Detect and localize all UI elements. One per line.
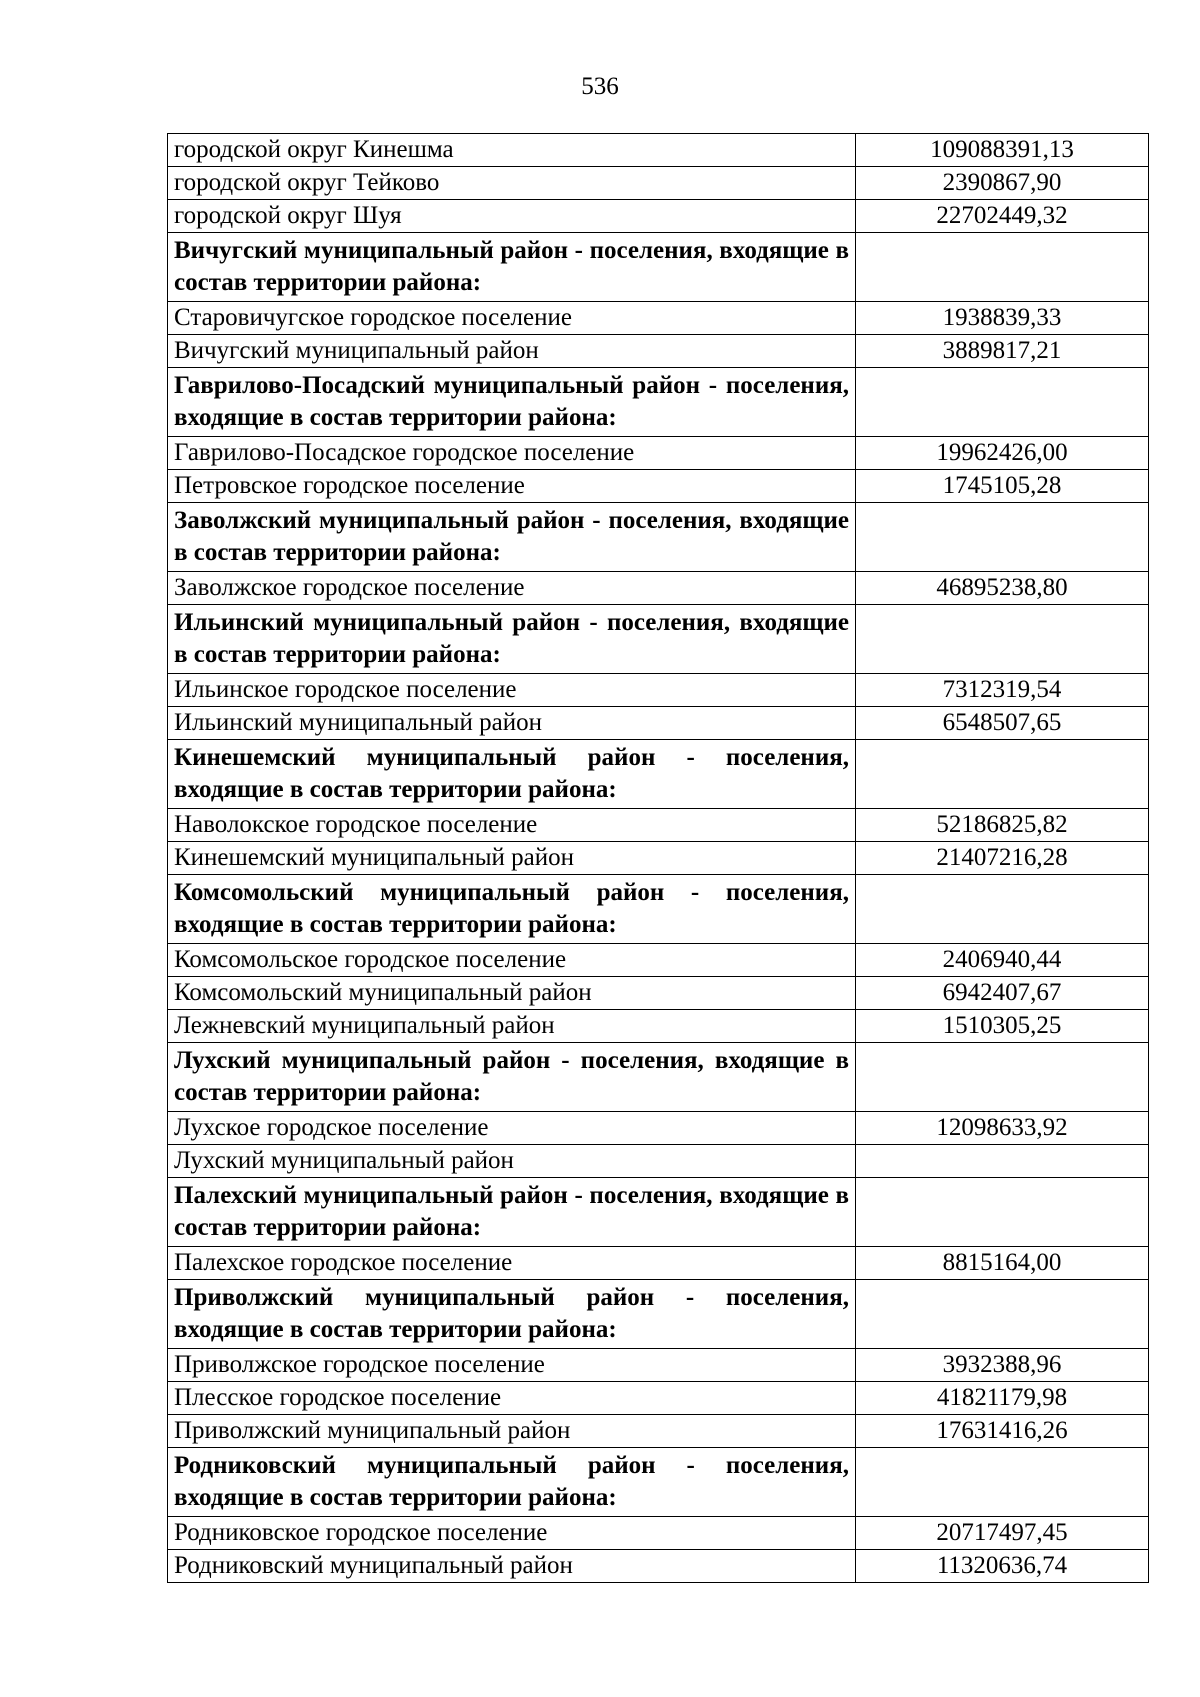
amount-cell [856, 605, 1149, 674]
amount-cell [856, 233, 1149, 302]
table-row [168, 1382, 1149, 1415]
amount-cell [856, 740, 1149, 809]
table-row [168, 809, 1149, 842]
table-row [168, 1517, 1149, 1550]
table-row [168, 1010, 1149, 1043]
amount-cell: 1938839,33 [856, 302, 1149, 335]
territory-name-cell: Кинешемский муниципальный район [168, 842, 856, 875]
amount-cell: 1745105,28 [856, 470, 1149, 503]
amount-cell [856, 875, 1149, 944]
table-row [168, 842, 1149, 875]
territory-name-cell: Родниковский муниципальный район [168, 1550, 856, 1583]
territory-name-cell: Вичугский муниципальный район [168, 335, 856, 368]
amount-cell [856, 1145, 1149, 1178]
table-row [168, 1349, 1149, 1382]
table-row [168, 134, 1149, 167]
table-section-header-row [168, 605, 1149, 674]
amount-cell [856, 1178, 1149, 1247]
table-row [168, 302, 1149, 335]
amount-cell: 46895238,80 [856, 572, 1149, 605]
section-header-cell: Гаврилово-Посадский муниципальный район - поселения, входящие в состав территории района: [168, 368, 856, 437]
territory-name-cell: Заволжское городское поселение [168, 572, 856, 605]
table-body [168, 134, 1149, 1583]
table-section-header-row [168, 1043, 1149, 1112]
section-header-cell: Ильинский муниципальный район - поселения, входящие в состав территории района: [168, 605, 856, 674]
territory-name-cell: Петровское городское поселение [168, 470, 856, 503]
territory-name-cell: Старовичугское городское поселение [168, 302, 856, 335]
amount-cell: 2390867,90 [856, 167, 1149, 200]
table-row [168, 1415, 1149, 1448]
section-header-cell: Вичугский муниципальный район - поселения, входящие в состав территории района: [168, 233, 856, 302]
amount-cell: 3932388,96 [856, 1349, 1149, 1382]
amount-cell: 41821179,98 [856, 1382, 1149, 1415]
amount-cell: 6942407,67 [856, 977, 1149, 1010]
amount-cell [856, 503, 1149, 572]
table-row [168, 1550, 1149, 1583]
section-header-cell: Кинешемский муниципальный район - поселения, входящие в состав территории района: [168, 740, 856, 809]
table-row [168, 200, 1149, 233]
amount-cell: 8815164,00 [856, 1247, 1149, 1280]
amount-cell: 6548507,65 [856, 707, 1149, 740]
table-section-header-row [168, 233, 1149, 302]
territory-name-cell: Плесское городское поселение [168, 1382, 856, 1415]
table-row [168, 167, 1149, 200]
allocation-table [167, 133, 1149, 1583]
territory-name-cell: Ильинское городское поселение [168, 674, 856, 707]
amount-cell: 22702449,32 [856, 200, 1149, 233]
table-section-header-row [168, 368, 1149, 437]
territory-name-cell: Ильинский муниципальный район [168, 707, 856, 740]
amount-cell: 11320636,74 [856, 1550, 1149, 1583]
table-row [168, 1247, 1149, 1280]
amount-cell: 3889817,21 [856, 335, 1149, 368]
section-header-cell: Приволжский муниципальный район - поселения, входящие в состав территории района: [168, 1280, 856, 1349]
table-row [168, 437, 1149, 470]
table-row [168, 944, 1149, 977]
amount-cell: 1510305,25 [856, 1010, 1149, 1043]
amount-cell [856, 1448, 1149, 1517]
amount-cell: 2406940,44 [856, 944, 1149, 977]
territory-name-cell: Лухский муниципальный район [168, 1145, 856, 1178]
territory-name-cell: Приволжское городское поселение [168, 1349, 856, 1382]
table-row [168, 335, 1149, 368]
section-header-cell: Родниковский муниципальный район - поселения, входящие в состав территории района: [168, 1448, 856, 1517]
section-header-cell: Комсомольский муниципальный район - поселения, входящие в состав территории района: [168, 875, 856, 944]
amount-cell [856, 368, 1149, 437]
amount-cell: 12098633,92 [856, 1112, 1149, 1145]
territory-name-cell: городской округ Шуя [168, 200, 856, 233]
table-section-header-row [168, 1448, 1149, 1517]
territory-name-cell: Наволокское городское поселение [168, 809, 856, 842]
territory-name-cell: Гаврилово-Посадское городское поселение [168, 437, 856, 470]
table-row [168, 674, 1149, 707]
table-section-header-row [168, 740, 1149, 809]
table-row [168, 1112, 1149, 1145]
territory-name-cell: Приволжский муниципальный район [168, 1415, 856, 1448]
section-header-cell: Палехский муниципальный район - поселения, входящие в состав территории района: [168, 1178, 856, 1247]
amount-cell: 109088391,13 [856, 134, 1149, 167]
table-section-header-row [168, 875, 1149, 944]
territory-name-cell: Лежневский муниципальный район [168, 1010, 856, 1043]
amount-cell: 21407216,28 [856, 842, 1149, 875]
amount-cell: 17631416,26 [856, 1415, 1149, 1448]
territory-name-cell: Палехское городское поселение [168, 1247, 856, 1280]
territory-name-cell: городской округ Кинешма [168, 134, 856, 167]
table-row [168, 707, 1149, 740]
table-row [168, 977, 1149, 1010]
amount-cell: 52186825,82 [856, 809, 1149, 842]
table-section-header-row [168, 1178, 1149, 1247]
table-row [168, 470, 1149, 503]
territory-name-cell: Комсомольский муниципальный район [168, 977, 856, 1010]
amount-cell: 19962426,00 [856, 437, 1149, 470]
table-section-header-row [168, 503, 1149, 572]
table-row [168, 572, 1149, 605]
amount-cell: 20717497,45 [856, 1517, 1149, 1550]
page-number: 536 [581, 73, 619, 100]
section-header-cell: Лухский муниципальный район - поселения, входящие в состав территории района: [168, 1043, 856, 1112]
territory-name-cell: Лухское городское поселение [168, 1112, 856, 1145]
amount-cell [856, 1043, 1149, 1112]
table-section-header-row [168, 1280, 1149, 1349]
amount-cell [856, 1280, 1149, 1349]
table-row [168, 1145, 1149, 1178]
territory-name-cell: Комсомольское городское поселение [168, 944, 856, 977]
amount-cell: 7312319,54 [856, 674, 1149, 707]
section-header-cell: Заволжский муниципальный район - поселения, входящие в состав территории района: [168, 503, 856, 572]
territory-name-cell: Родниковское городское поселение [168, 1517, 856, 1550]
territory-name-cell: городской округ Тейково [168, 167, 856, 200]
